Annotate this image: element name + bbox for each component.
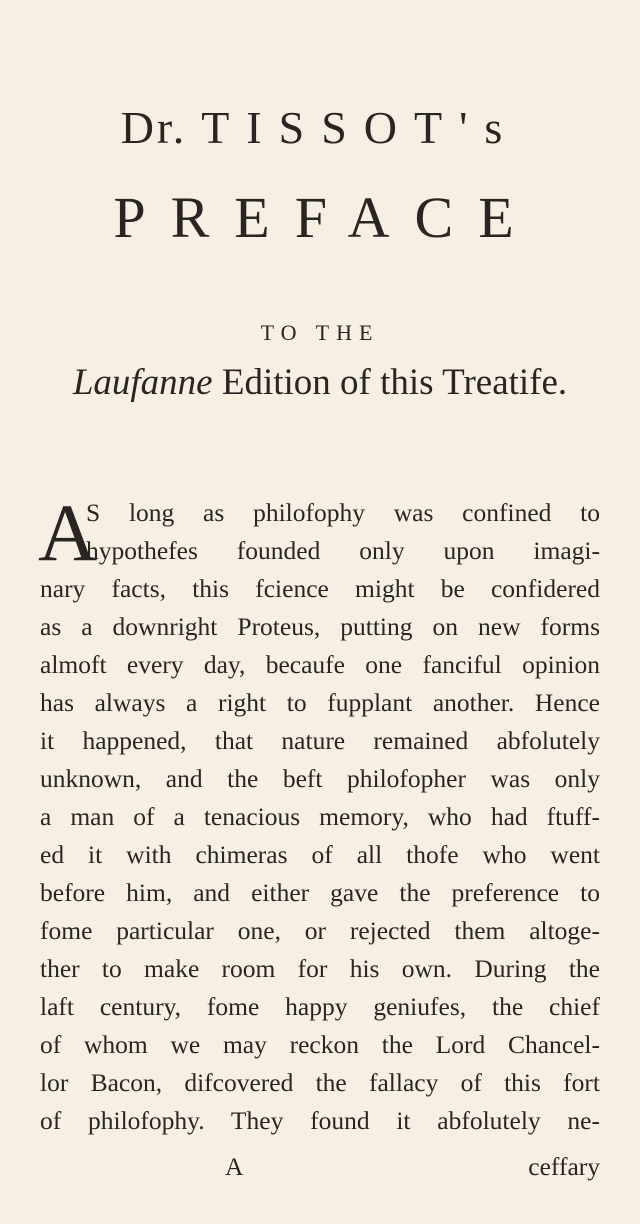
edition-subtitle [0, 358, 640, 408]
edition-place: Laufanne [72, 362, 213, 403]
page-title: PREFACE [113, 185, 539, 250]
text-line: lor Bacon, difcovered the fallacy of this fort [40, 1068, 600, 1097]
text-line: fome particular one, or rejected them altoge- [40, 916, 600, 945]
text-line: unknown, and the beft philofopher was only [40, 764, 600, 793]
text-line: has always a right to fupplant another. Hence [40, 688, 600, 717]
to-the-label: TO THE [260, 320, 380, 345]
text-line: S long as philofophy was confined to [86, 498, 600, 527]
text-line: of whom we may reckon the Lord Chancel- [40, 1030, 600, 1059]
drop-cap: A [38, 487, 98, 578]
author-title [0, 98, 640, 158]
author-name: TISSOT's [201, 102, 520, 153]
text-line: almoft every day, becaufe one fanciful opinion [40, 650, 600, 679]
text-line: as a downright Proteus, putting on new forms [40, 612, 600, 641]
author-prefix: Dr. [120, 102, 188, 153]
text-line: before him, and either gave the preference to [40, 878, 600, 907]
text-line: nary facts, this fcience might be confidered [40, 574, 600, 603]
text-line: hypothefes founded only upon imagi- [86, 536, 600, 565]
text-line: laft century, fome happy geniufes, the chief [40, 992, 600, 1021]
text-line: ed it with chimeras of all thofe who went [40, 840, 600, 869]
text-line: ther to make room for his own. During the [40, 954, 600, 983]
signature-mark: A [225, 1152, 244, 1181]
text-line: of philofophy. They found it abfolutely ne- [40, 1106, 600, 1135]
text-line: it happened, that nature remained abfolutely [40, 726, 600, 755]
catchword: ceffary [528, 1152, 600, 1181]
body-text [38, 487, 600, 1140]
edition-rest: Edition of this Treatife. [212, 362, 568, 403]
page-footer [40, 1148, 600, 1188]
text-line: a man of a tenacious memory, who had ftuff- [40, 802, 600, 831]
